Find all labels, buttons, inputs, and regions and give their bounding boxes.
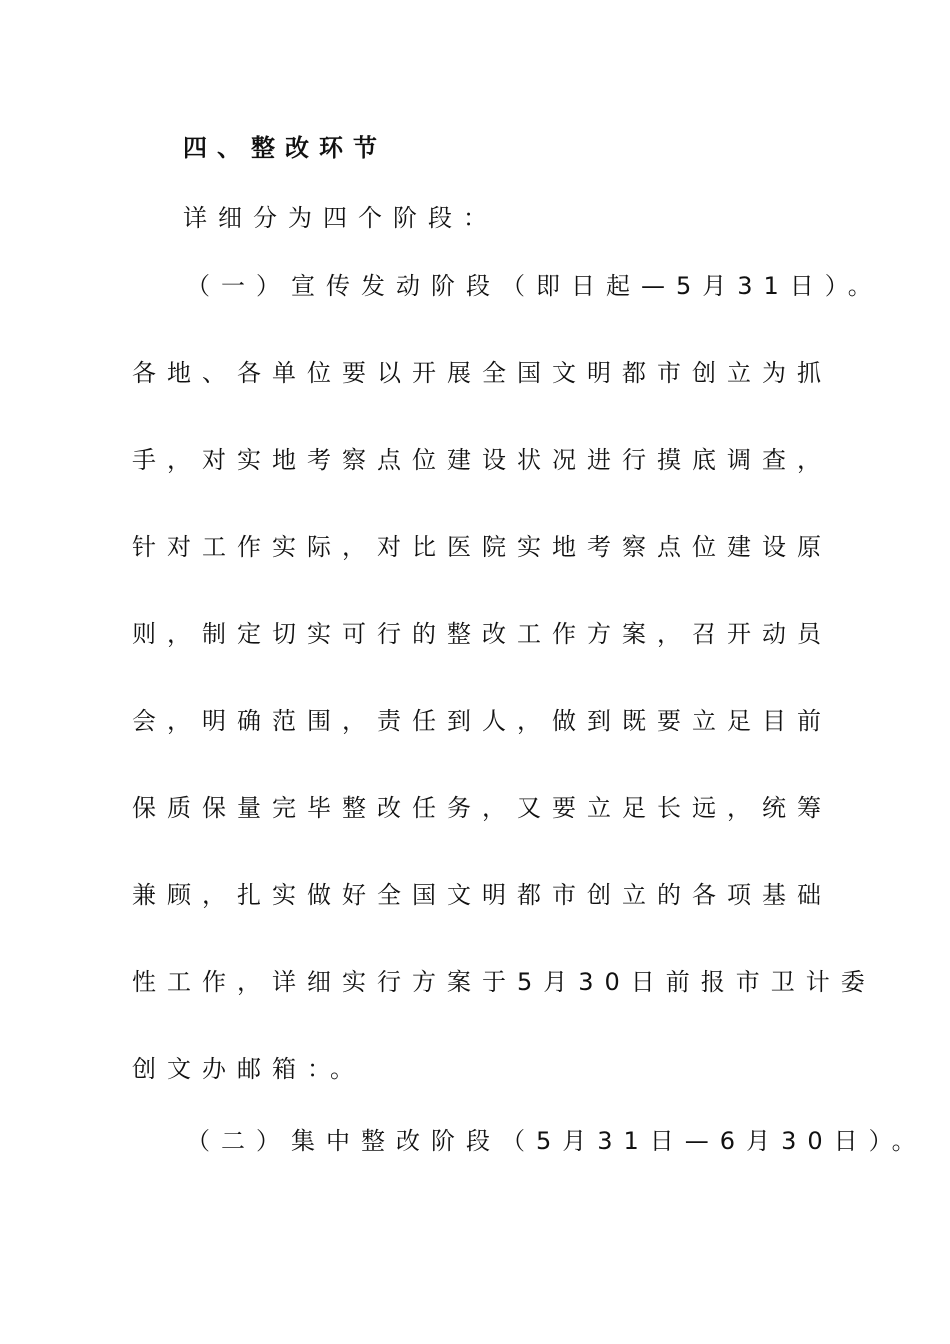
paragraph-line: 性工作，详细实行方案于5月30日前报市卫计委 xyxy=(132,968,876,996)
paragraph-line: 创文办邮箱：。 xyxy=(132,1055,365,1083)
paragraph-line: 会，明确范围，责任到人，做到既要立足目前 xyxy=(132,707,832,735)
paragraph-line: 各地、各单位要以开展全国文明都市创立为抓 xyxy=(132,359,832,387)
section-heading: 四、整改环节 xyxy=(183,134,387,162)
intro-text: 详细分为四个阶段： xyxy=(183,204,498,232)
section2-title: （二）集中整改阶段（5月31日—6月30日）。 xyxy=(186,1127,927,1155)
paragraph-line: 保质保量完毕整改任务，又要立足长远，统筹 xyxy=(132,794,832,822)
paragraph-line: 则，制定切实可行的整改工作方案，召开动员 xyxy=(132,620,832,648)
paragraph-line: 兼顾，扎实做好全国文明都市创立的各项基础 xyxy=(132,881,832,909)
paragraph-line: 手，对实地考察点位建设状况进行摸底调查， xyxy=(132,446,832,474)
paragraph-line: 针对工作实际，对比医院实地考察点位建设原 xyxy=(132,533,832,561)
section1-title: （一）宣传发动阶段（即日起—5月31日）。 xyxy=(186,272,883,300)
